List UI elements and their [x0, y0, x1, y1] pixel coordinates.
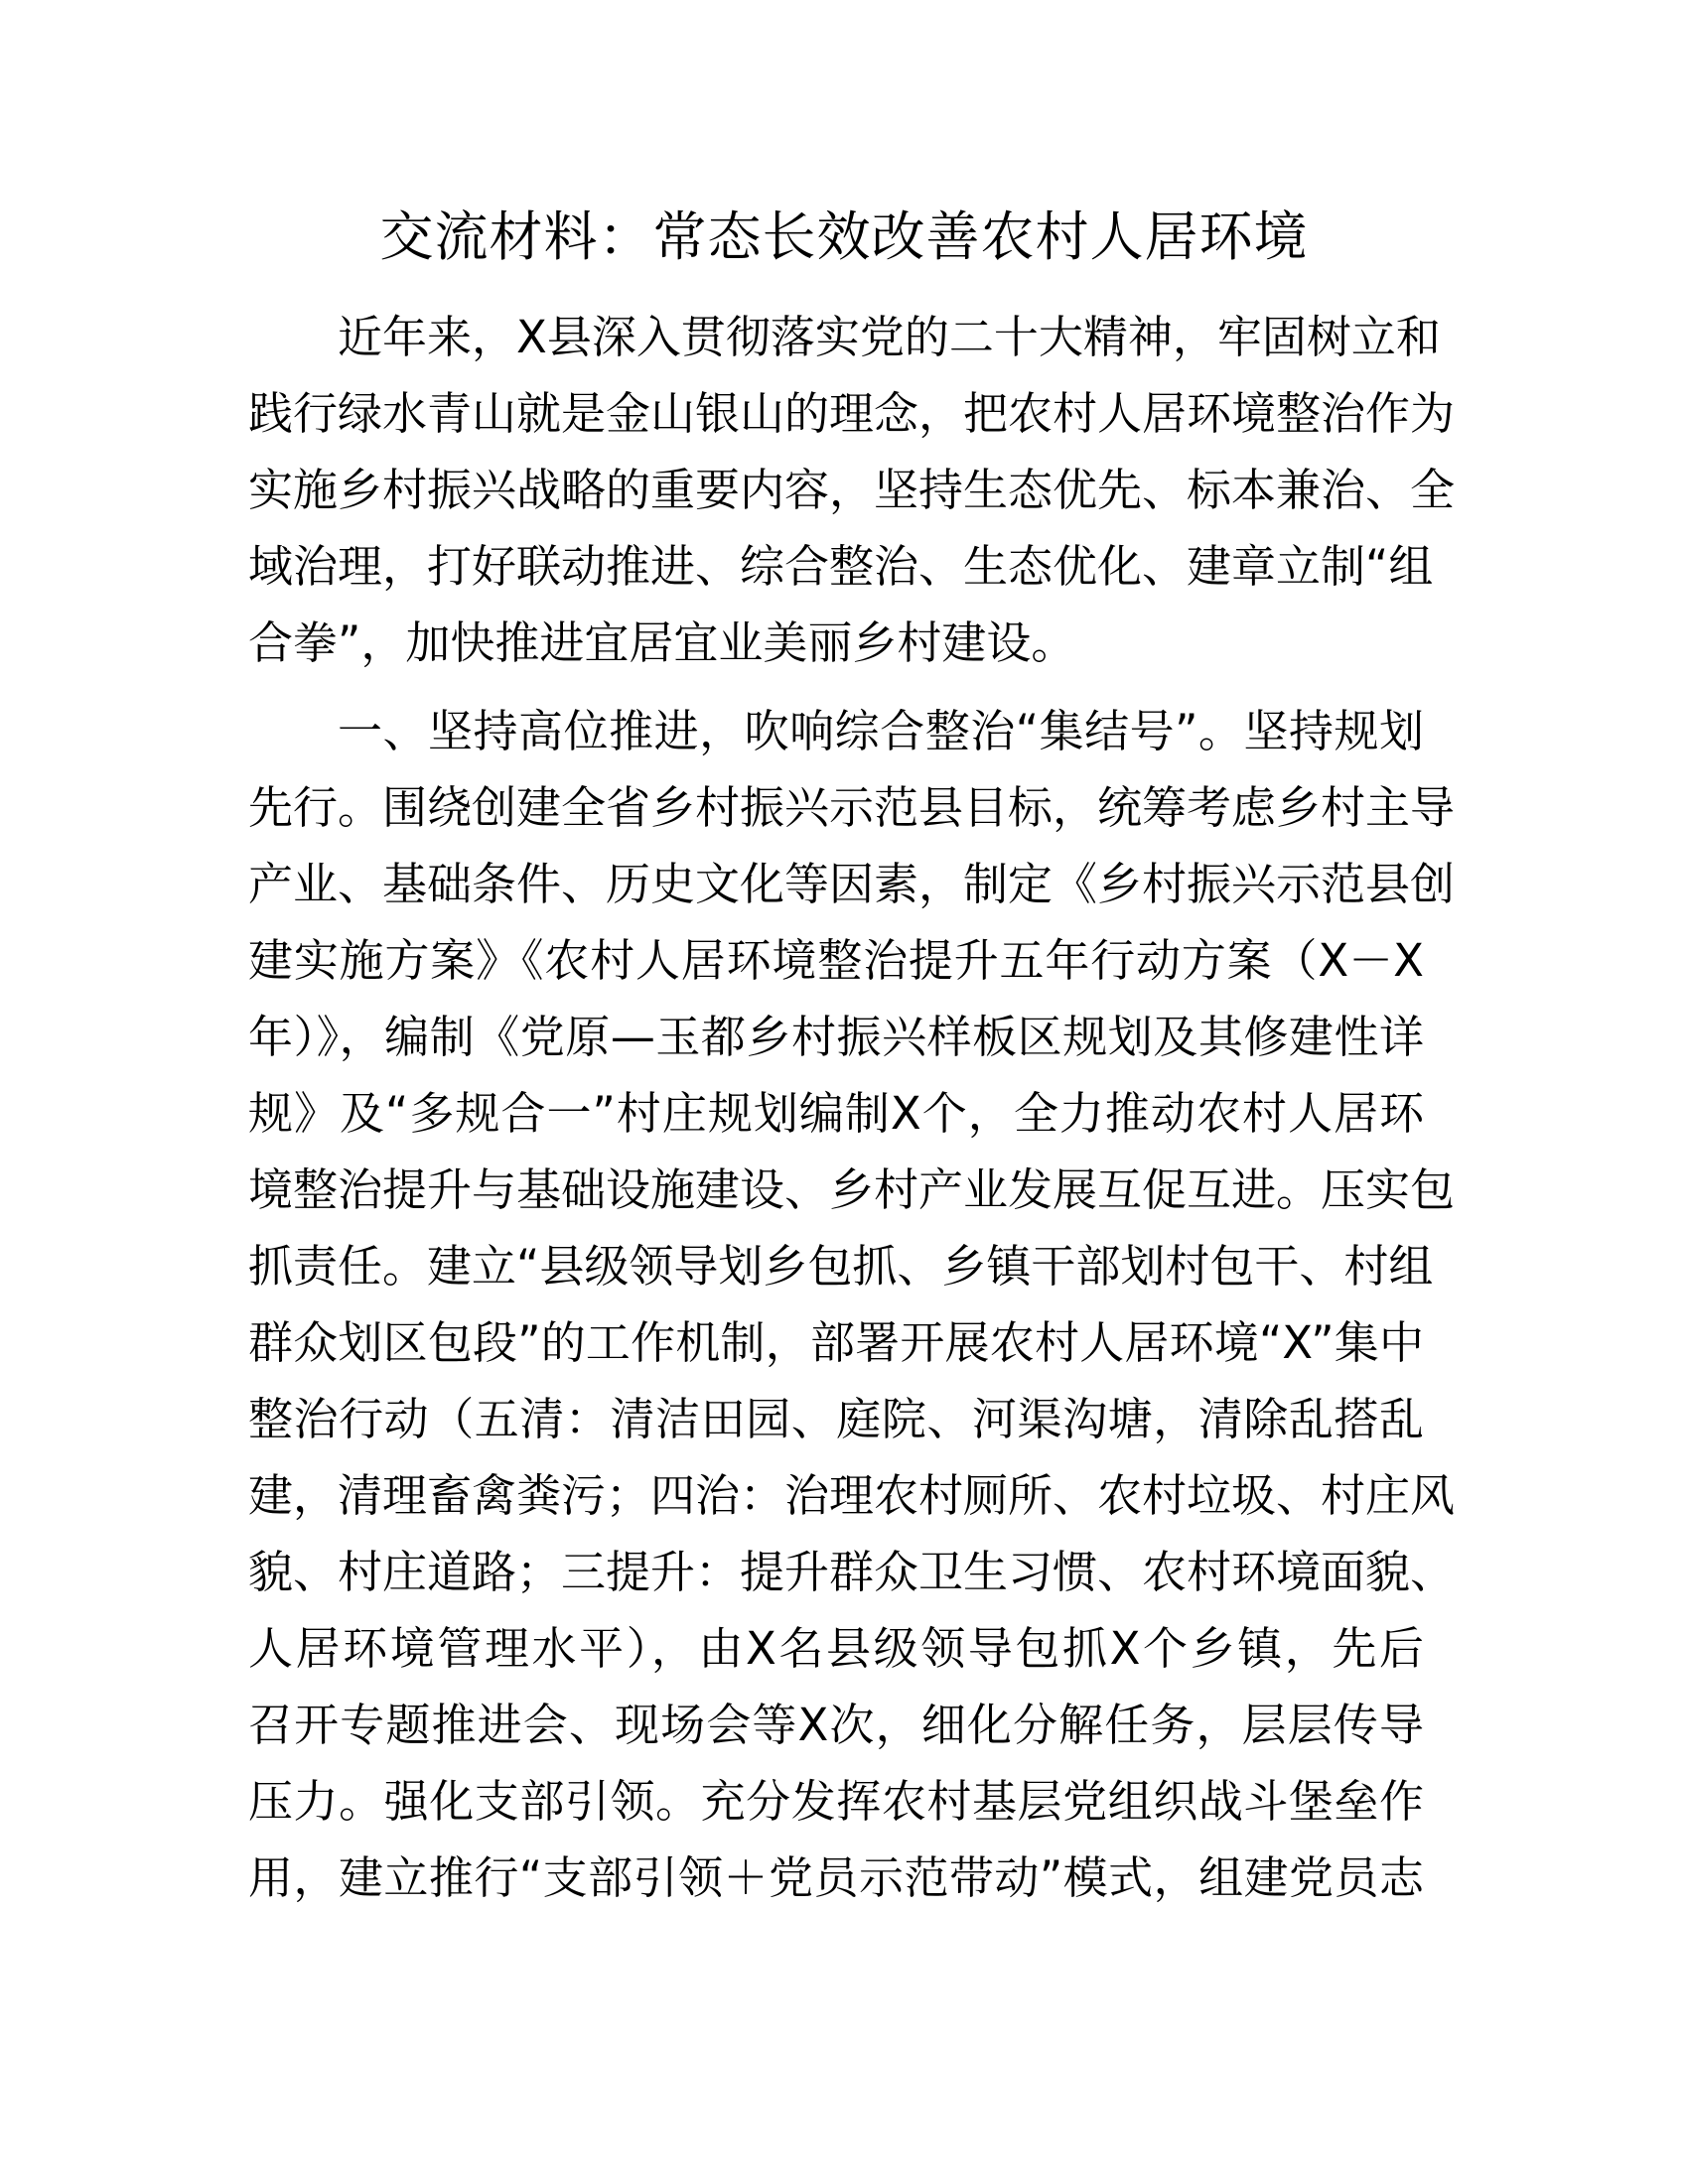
text-line: 一、坚持高位推进，吹响综合整治“集结号”。坚持规划 — [338, 705, 1424, 757]
text-line: 建实施方案》《农村人居环境整治提升五年行动方案（X－X — [248, 934, 1424, 987]
text-line: 召开专题推进会、现场会等X次，细化分解任务，层层传导 — [248, 1699, 1424, 1751]
text-line: 建，清理畜禽粪污；四治：治理农村厕所、农村垃圾、村庄风 — [248, 1469, 1456, 1522]
text-line: 人居环境管理水平），由X名县级领导包抓X个乡镇，先后 — [248, 1622, 1424, 1675]
text-line: 抓责任。建立“县级领导划乡包抓、乡镇干部划村包干、村组 — [248, 1240, 1434, 1293]
paragraph-intro — [248, 299, 1456, 681]
text-line: 实施乡村振兴战略的重要内容，坚持生态优先、标本兼治、全 — [248, 464, 1456, 516]
text-line: 先行。围绕创建全省乡村振兴示范县目标，统筹考虑乡村主导 — [248, 781, 1456, 834]
text-line: 境整治提升与基础设施建设、乡村产业发展互促互进。压实包 — [248, 1163, 1456, 1216]
document-title: 交流材料：常态长效改善农村人居环境 — [379, 205, 1309, 268]
paragraph-section-one — [248, 693, 1456, 1916]
text-line: 规》及“多规合一”村庄规划编制X个，全力推动农村人居环 — [248, 1087, 1424, 1140]
text-line: 合拳”，加快推进宜居宜业美丽乡村建设。 — [248, 616, 1076, 669]
text-line: 整治行动（五清：清洁田园、庭院、河渠沟塘，清除乱搭乱 — [248, 1393, 1424, 1445]
text-line: 压力。强化支部引领。充分发挥农村基层党组织战斗堡垒作 — [248, 1775, 1424, 1828]
text-line: 产业、基础条件、历史文化等因素，制定《乡村振兴示范县创 — [248, 858, 1456, 910]
text-line: 域治理，打好联动推进、综合整治、生态优化、建章立制“组 — [248, 540, 1434, 593]
text-line: 群众划区包段”的工作机制，部署开展农村人居环境“X”集中 — [248, 1316, 1424, 1369]
text-line: 近年来，X县深入贯彻落实党的二十大精神，牢固树立和 — [338, 311, 1441, 363]
text-line: 年）》，编制《党原—玉都乡村振兴样板区规划及其修建性详 — [248, 1011, 1424, 1063]
text-line: 用，建立推行“支部引领＋党员示范带动”模式，组建党员志 — [248, 1851, 1424, 1904]
text-line: 貌、村庄道路；三提升：提升群众卫生习惯、农村环境面貌、 — [248, 1546, 1456, 1598]
text-line: 践行绿水青山就是金山银山的理念，把农村人居环境整治作为 — [248, 387, 1456, 440]
